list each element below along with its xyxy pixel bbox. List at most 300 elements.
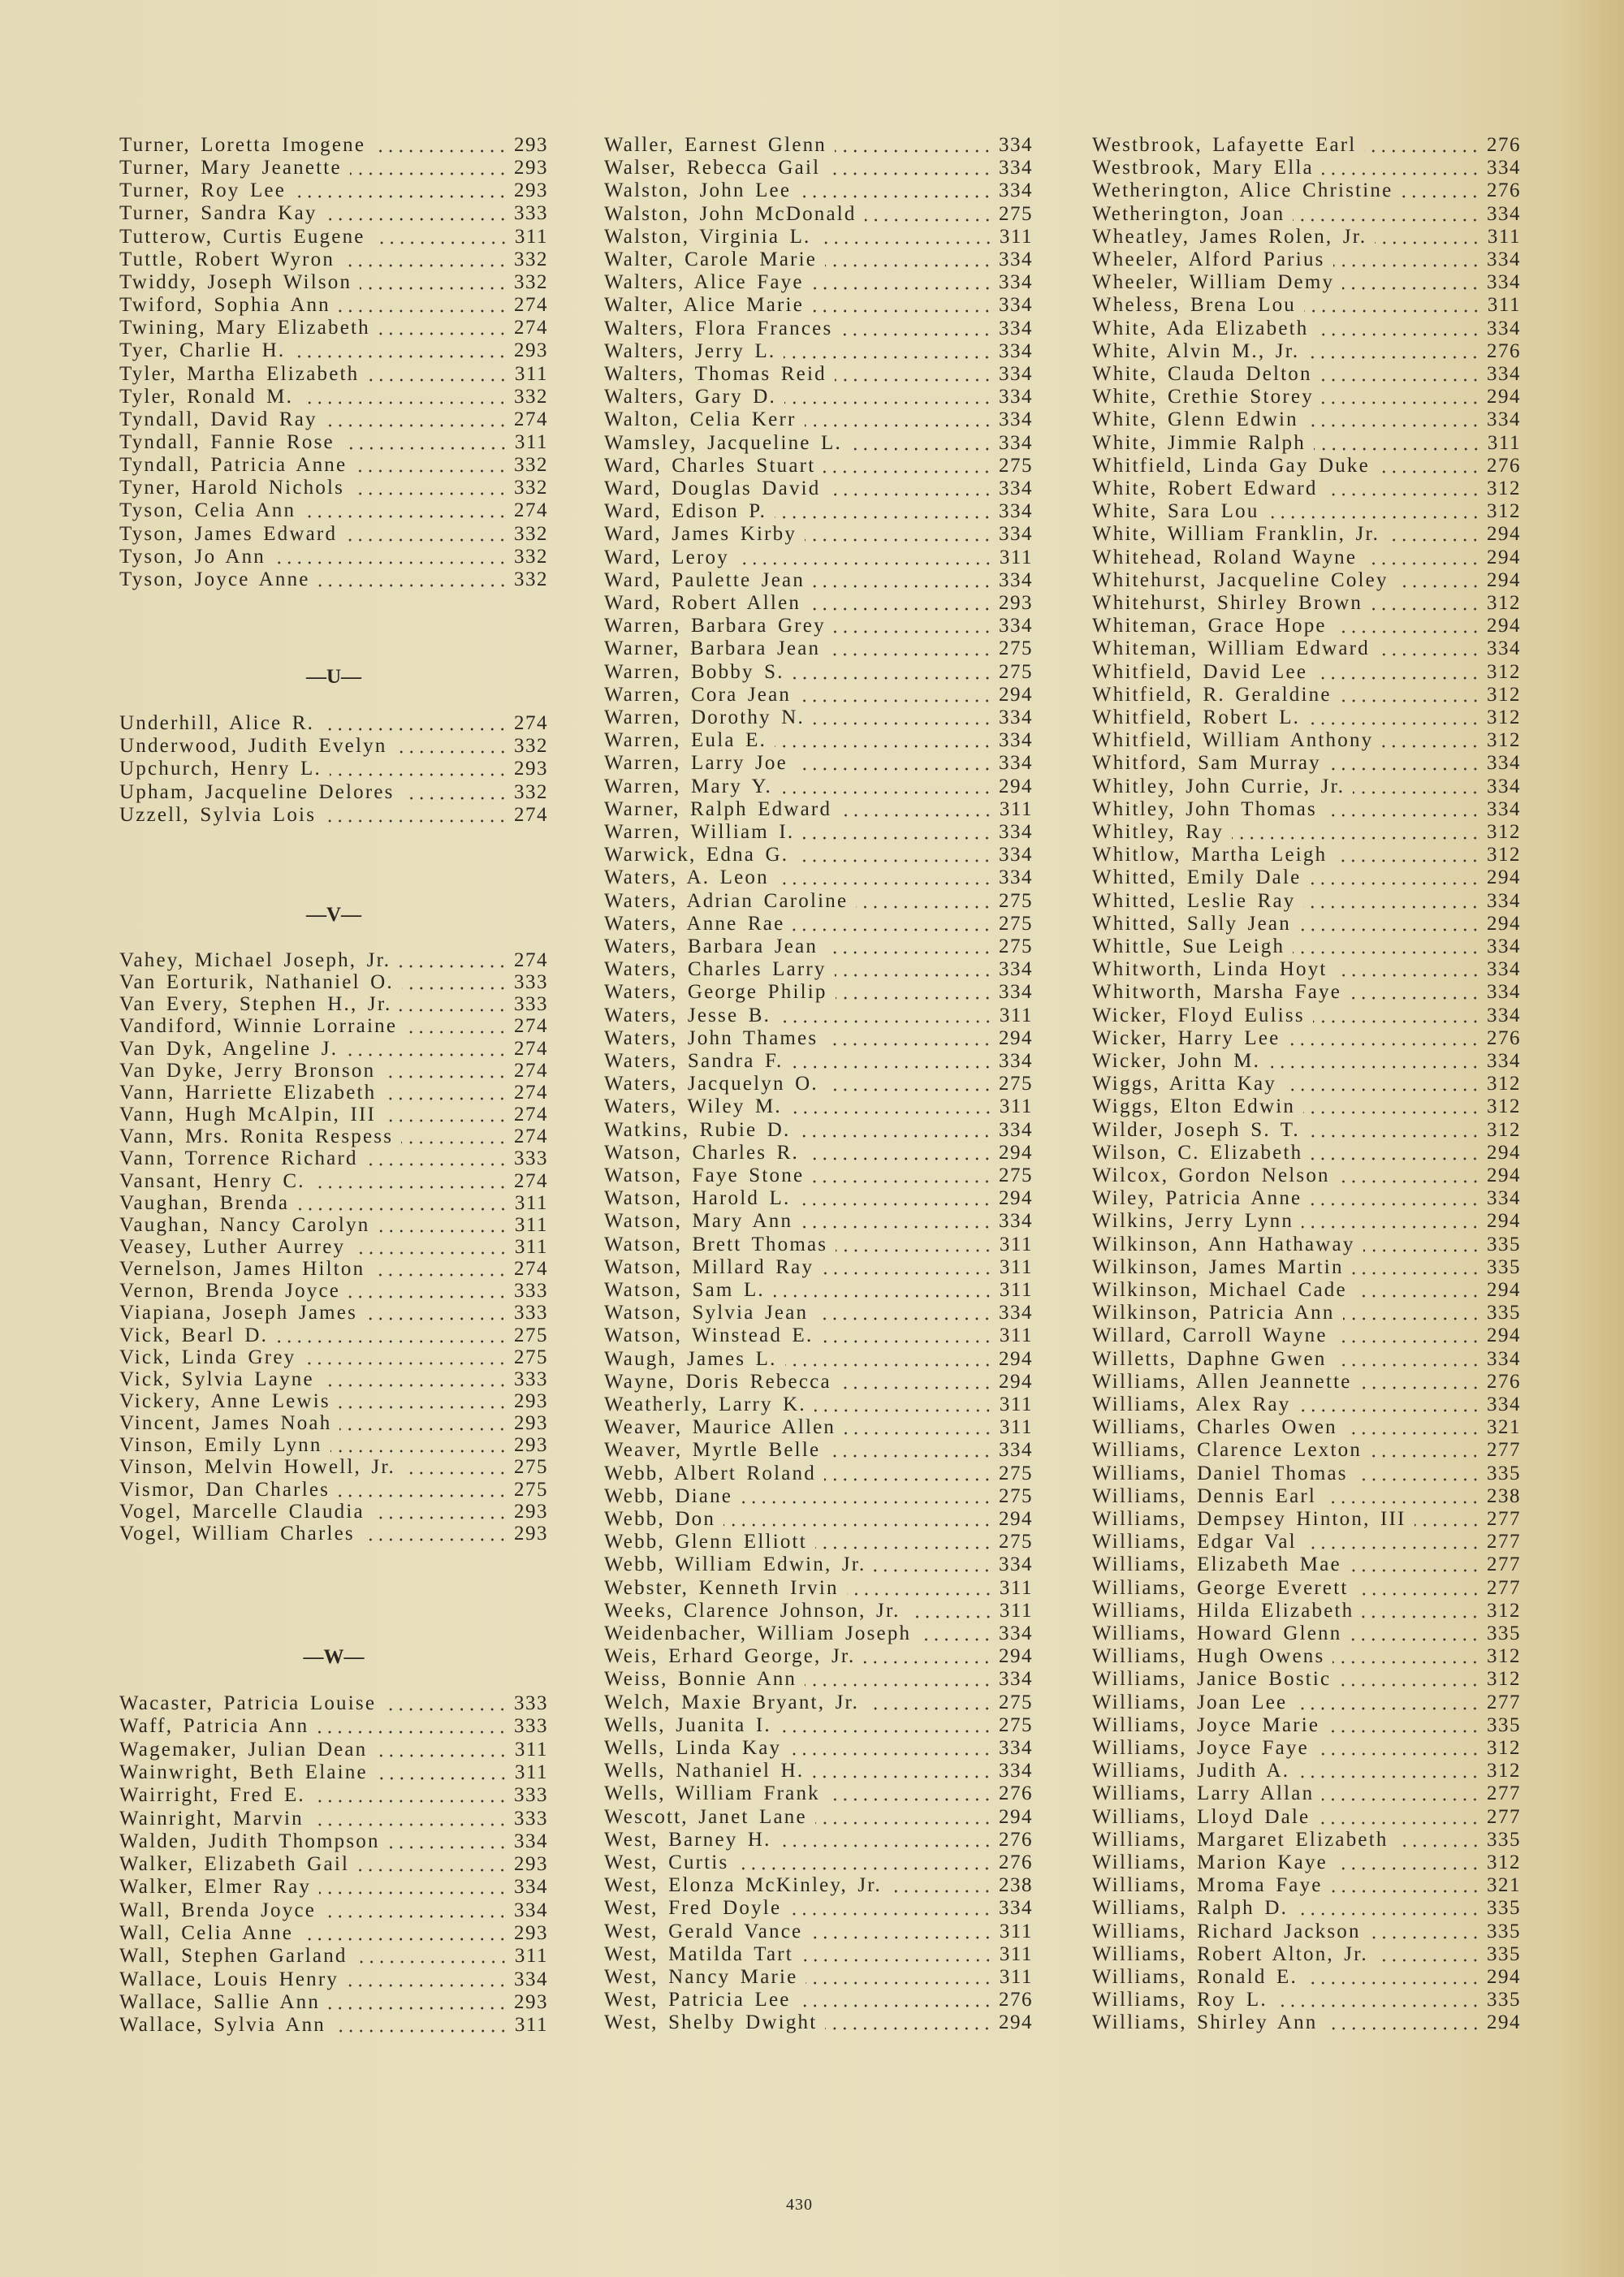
dot-leader <box>828 1798 992 1801</box>
entry-page-number: 334 <box>999 179 1033 202</box>
dot-leader <box>780 1844 992 1847</box>
entry-name: Walston, Virginia L. <box>604 225 811 248</box>
entry-name: Turner, Roy Lee <box>119 179 287 202</box>
entry-name: Tutterow, Curtis Eugene <box>119 225 365 248</box>
entry-name: Watson, Winstead E. <box>604 1324 814 1347</box>
index-entry <box>119 546 548 568</box>
entry-name: Warren, Barbara Grey <box>604 615 826 637</box>
index-entry <box>119 735 548 758</box>
dot-leader <box>798 1203 992 1206</box>
index-entry <box>604 866 1033 889</box>
entry-name: Williams, Mroma Faye <box>1092 1874 1323 1897</box>
entry-name: Twining, Mary Elizabeth <box>119 317 370 339</box>
entry-page-number: 334 <box>1487 408 1521 431</box>
index-entry <box>604 318 1033 340</box>
entry-page-number: 333 <box>514 202 548 225</box>
index-entry <box>119 226 548 248</box>
dot-leader <box>1370 1454 1480 1458</box>
dot-leader <box>779 1020 993 1023</box>
entry-page-number: 311 <box>999 1599 1033 1622</box>
entry-page-number: 312 <box>1487 821 1521 843</box>
dot-leader <box>863 1661 992 1664</box>
dot-leader <box>812 287 992 290</box>
entry-name: Viapiana, Joseph James <box>119 1302 358 1324</box>
index-entry <box>604 1760 1033 1782</box>
entry-name: West, Gerald Vance <box>604 1920 803 1942</box>
entry-page-number: 275 <box>999 202 1033 225</box>
entry-page-number: 294 <box>999 1187 1033 1210</box>
entry-name: Whittle, Sue Leigh <box>1092 935 1285 957</box>
dot-leader <box>1336 1867 1480 1870</box>
entry-page-number: 334 <box>999 431 1033 454</box>
entry-page-number: 293 <box>514 1853 548 1876</box>
dot-leader <box>343 264 508 267</box>
index-entry <box>604 1508 1033 1531</box>
dot-leader <box>322 1384 508 1387</box>
dot-leader <box>1388 538 1480 542</box>
entry-page-number: 335 <box>1487 1897 1521 1920</box>
dot-leader <box>840 1386 992 1389</box>
entry-page-number: 334 <box>999 1302 1033 1324</box>
entry-name: White, Ada Elizabeth <box>1092 317 1309 339</box>
entry-name: Wiley, Patricia Anne <box>1092 1187 1302 1210</box>
dot-leader <box>322 728 508 731</box>
index-entry <box>1092 729 1521 752</box>
entry-page-number: 332 <box>514 522 548 545</box>
index-entry <box>119 499 548 522</box>
index-entry <box>119 271 548 294</box>
index-entry <box>604 821 1033 844</box>
entry-name: Williams, Alex Ray <box>1092 1393 1291 1415</box>
index-entry <box>1092 203 1521 226</box>
dot-leader <box>376 1777 508 1780</box>
index-entry <box>1092 547 1521 569</box>
dot-leader <box>867 1707 992 1710</box>
entry-name: Wells, William Frank <box>604 1782 820 1805</box>
entry-name: White, Sara Lou <box>1092 500 1259 523</box>
entry-name: Tyler, Ronald M. <box>119 385 294 408</box>
entry-page-number: 275 <box>514 1478 548 1501</box>
entry-name: Van Dyke, Jerry Bronson <box>119 1059 376 1082</box>
entry-page-number: 277 <box>1487 1439 1521 1462</box>
index-entry <box>1092 386 1521 408</box>
entry-page-number: 312 <box>1487 1645 1521 1668</box>
entry-page-number: 311 <box>999 1576 1033 1599</box>
entry-page-number: 334 <box>999 248 1033 270</box>
entry-page-number: 334 <box>1487 1050 1521 1072</box>
entry-name: Vickery, Anne Lewis <box>119 1390 330 1412</box>
dot-leader <box>1353 791 1480 794</box>
dot-leader <box>775 745 992 748</box>
dot-leader <box>1356 1478 1480 1481</box>
index-entry <box>1092 248 1521 271</box>
index-entry <box>1092 1485 1521 1508</box>
entry-page-number: 332 <box>514 545 548 568</box>
entry-page-number: 332 <box>514 454 548 477</box>
entry-name: Wiggs, Elton Edwin <box>1092 1095 1296 1118</box>
index-entry <box>1092 1989 1521 2011</box>
index-entry <box>1092 1210 1521 1233</box>
entry-page-number: 275 <box>999 660 1033 683</box>
entry-page-number: 334 <box>999 1210 1033 1233</box>
entry-page-number: 311 <box>999 225 1033 248</box>
dot-leader <box>816 1317 992 1320</box>
entry-name: Walters, Jerry L. <box>604 339 776 362</box>
dot-leader <box>814 1409 993 1412</box>
index-entry <box>119 1991 548 2014</box>
index-entry <box>604 1851 1033 1874</box>
entry-name: Vernon, Brenda Joyce <box>119 1280 341 1303</box>
dot-leader <box>373 1273 508 1277</box>
dot-leader <box>796 767 992 771</box>
dot-leader <box>1314 447 1481 451</box>
index-entry <box>604 1439 1033 1462</box>
entry-page-number: 312 <box>1487 1095 1521 1118</box>
dot-leader <box>1357 1592 1481 1596</box>
entry-name: Wheless, Brena Lou <box>1092 294 1297 317</box>
entry-page-number: 334 <box>999 500 1033 523</box>
entry-page-number: 294 <box>999 1026 1033 1049</box>
dot-leader <box>1315 676 1480 680</box>
dot-leader <box>346 1053 508 1056</box>
index-entry <box>604 1371 1033 1393</box>
index-entry <box>604 1622 1033 1645</box>
index-entry <box>1092 1577 1521 1600</box>
index-entry <box>604 844 1033 866</box>
dot-leader <box>793 676 992 680</box>
dot-leader <box>826 951 992 954</box>
entry-page-number: 274 <box>514 1081 548 1104</box>
entry-name: Williams, Joyce Marie <box>1092 1713 1320 1736</box>
entry-page-number: 312 <box>1487 660 1521 683</box>
index-entry <box>119 454 548 477</box>
entry-name: Whitfield, William Anthony <box>1092 729 1374 752</box>
index-entry <box>604 776 1033 798</box>
dot-leader <box>799 699 992 702</box>
index-entry <box>1092 1829 1521 1851</box>
entry-page-number: 294 <box>1487 568 1521 591</box>
entry-name: Wall, Brenda Joyce <box>119 1899 317 1921</box>
dot-leader <box>844 1432 993 1435</box>
entry-name: Wairright, Fred E. <box>119 1784 305 1807</box>
dot-leader <box>352 492 508 495</box>
entry-name: Williams, Shirley Ann <box>1092 2011 1318 2034</box>
dot-leader <box>319 1891 508 1895</box>
entry-name: Webb, William Edwin, Jr. <box>604 1553 866 1576</box>
entry-name: White, Clauda Delton <box>1092 363 1312 385</box>
entry-name: Watson, Millard Ray <box>604 1255 814 1278</box>
index-entry <box>1092 913 1521 935</box>
dot-leader <box>1320 378 1480 382</box>
entry-page-number: 277 <box>1487 1805 1521 1828</box>
entry-page-number: 311 <box>514 1235 548 1258</box>
entry-name: Weatherly, Larry K. <box>604 1393 806 1415</box>
index-entry <box>1092 1302 1521 1324</box>
entry-page-number: 334 <box>1487 797 1521 820</box>
dot-leader <box>829 493 993 496</box>
index-entry <box>1092 637 1521 660</box>
entry-name: Vann, Harriette Elizabeth <box>119 1081 377 1104</box>
dot-leader <box>378 332 508 335</box>
dot-leader <box>1328 1730 1480 1733</box>
entry-name: Tyndall, Patricia Anne <box>119 454 348 477</box>
index-entry <box>604 134 1033 157</box>
entry-page-number: 334 <box>514 1876 548 1899</box>
index-entry <box>604 340 1033 363</box>
entry-name: Welch, Maxie Bryant, Jr. <box>604 1691 860 1713</box>
dot-leader <box>810 1936 993 1939</box>
index-entry <box>119 363 548 386</box>
entry-name: Tyndall, David Ray <box>119 408 317 430</box>
dot-leader <box>1369 1936 1480 1939</box>
dot-leader <box>835 378 992 382</box>
dot-leader <box>328 2007 508 2010</box>
dot-leader <box>1307 356 1480 359</box>
dot-leader <box>326 424 508 427</box>
entry-name: Williams, Edgar Val <box>1092 1531 1297 1553</box>
index-entry <box>604 408 1033 431</box>
entry-name: Waters, Charles Larry <box>604 958 827 981</box>
index-entry <box>1092 1553 1521 1576</box>
entry-page-number: 311 <box>514 1191 548 1214</box>
dot-leader <box>840 333 992 336</box>
index-entry <box>604 1050 1033 1073</box>
entry-name: Tyson, Celia Ann <box>119 499 296 522</box>
dot-leader <box>784 401 992 404</box>
entry-name: Walters, Thomas Reid <box>604 363 827 385</box>
dot-leader <box>1308 722 1480 725</box>
entry-name: Ward, Leroy <box>604 546 729 568</box>
entry-name: Veasey, Luther Aurrey <box>119 1235 346 1258</box>
entry-name: West, Elonza McKinley, Jr. <box>604 1874 882 1897</box>
entry-name: Tyler, Martha Elizabeth <box>119 362 360 385</box>
entry-name: West, Barney H. <box>604 1828 771 1851</box>
entry-name: Wilcox, Gordon Nelson <box>1092 1164 1330 1186</box>
entry-name: Williams, Richard Jackson <box>1092 1920 1361 1942</box>
index-entry <box>119 1876 548 1899</box>
entry-page-number: 334 <box>999 271 1033 294</box>
index-entry <box>604 1553 1033 1576</box>
entry-page-number: 334 <box>999 729 1033 752</box>
entry-page-number: 333 <box>514 1147 548 1170</box>
index-entry <box>119 1236 548 1259</box>
index-entry <box>604 706 1033 729</box>
index-entry <box>119 568 548 591</box>
entry-name: Wilson, C. Elizabeth <box>1092 1141 1303 1164</box>
dot-leader <box>835 974 992 977</box>
entry-page-number: 274 <box>514 1126 548 1148</box>
entry-page-number: 294 <box>1487 1141 1521 1164</box>
index-entry <box>604 1234 1033 1256</box>
dot-leader <box>1363 1249 1480 1252</box>
entry-name: Walton, Celia Kerr <box>604 408 797 431</box>
dot-leader <box>1376 1959 1480 1962</box>
index-entry <box>1092 1737 1521 1760</box>
index-entry <box>119 1170 548 1193</box>
entry-name: West, Fred Doyle <box>604 1897 782 1920</box>
entry-name: Vahey, Michael Joseph, Jr. <box>119 949 391 971</box>
index-entry <box>604 1142 1033 1164</box>
entry-name: Tyndall, Fannie Rose <box>119 430 335 453</box>
entry-page-number: 334 <box>1487 202 1521 225</box>
entry-name: Ward, Robert Allen <box>604 592 801 614</box>
entry-name: Williams, Marion Kaye <box>1092 1851 1328 1873</box>
index-entry <box>1092 226 1521 248</box>
entry-page-number: 334 <box>999 706 1033 728</box>
dot-leader <box>801 1959 993 1962</box>
index-entry <box>604 1989 1033 2011</box>
dot-leader <box>1375 241 1481 244</box>
entry-page-number: 334 <box>999 1622 1033 1644</box>
entry-page-number: 274 <box>514 712 548 734</box>
index-entry <box>604 684 1033 706</box>
dot-leader <box>1276 2004 1480 2007</box>
index-entry <box>119 971 548 994</box>
entry-name: Webb, Don <box>604 1508 716 1530</box>
entry-name: Vick, Bearl D. <box>119 1324 269 1346</box>
index-entry <box>119 1808 548 1830</box>
entry-name: Weaver, Maurice Allen <box>604 1416 836 1439</box>
index-entry <box>604 2011 1033 2034</box>
dot-leader <box>1381 745 1480 748</box>
entry-page-number: 334 <box>999 157 1033 179</box>
entry-name: Williams, Hugh Owens <box>1092 1645 1325 1668</box>
entry-page-number: 334 <box>1487 889 1521 912</box>
index-entry <box>604 179 1033 202</box>
index-entry <box>1092 1348 1521 1371</box>
entry-page-number: 334 <box>999 981 1033 1004</box>
entry-name: Watson, Sylvia Jean <box>604 1302 809 1324</box>
index-entry <box>119 781 548 804</box>
dot-leader <box>339 309 508 313</box>
dot-leader <box>847 1592 993 1596</box>
dot-leader <box>276 1340 508 1343</box>
entry-page-number: 311 <box>514 430 548 453</box>
dot-leader <box>1345 1432 1480 1435</box>
entry-name: Ward, James Kirby <box>604 523 797 546</box>
index-entry <box>1092 1622 1521 1645</box>
entry-name: Warren, Mary Y. <box>604 775 772 797</box>
entry-name: Warren, Eula E. <box>604 729 767 752</box>
dot-leader <box>806 1981 992 1985</box>
entry-page-number: 311 <box>999 1942 1033 1965</box>
entry-page-number: 294 <box>1487 2011 1521 2034</box>
index-entry <box>1092 1164 1521 1187</box>
entry-page-number: 334 <box>999 523 1033 546</box>
entry-page-number: 274 <box>514 1037 548 1060</box>
index-entry <box>1092 134 1521 157</box>
index-entry <box>604 1782 1033 1805</box>
entry-page-number: 334 <box>999 866 1033 889</box>
index-entry <box>1092 1508 1521 1531</box>
entry-name: Williams, Daniel Thomas <box>1092 1462 1348 1484</box>
entry-page-number: 334 <box>1487 271 1521 294</box>
dot-leader <box>317 1730 508 1734</box>
index-entry <box>604 890 1033 913</box>
entry-page-number: 275 <box>514 1324 548 1346</box>
entry-name: Vogel, William Charles <box>119 1522 355 1545</box>
entry-name: Williams, Joyce Faye <box>1092 1737 1309 1759</box>
entry-page-number: 275 <box>999 889 1033 912</box>
index-entry <box>119 1434 548 1457</box>
entry-page-number: 293 <box>999 592 1033 614</box>
dot-leader <box>815 1821 992 1825</box>
dot-leader <box>1324 1501 1480 1504</box>
entry-name: Wheatley, James Rolen, Jr. <box>1092 225 1367 248</box>
entry-page-number: 274 <box>514 1169 548 1192</box>
entry-name: Vick, Sylvia Layne <box>119 1367 314 1390</box>
entry-name: Whitley, John Thomas <box>1092 797 1317 820</box>
entry-name: Walters, Flora Frances <box>604 317 833 339</box>
dot-leader <box>737 562 993 565</box>
entry-name: Williams, Dempsey Hinton, III <box>1092 1508 1406 1530</box>
entry-name: Underhill, Alice R. <box>119 712 315 734</box>
index-entry <box>604 958 1033 981</box>
dot-leader <box>1295 1707 1480 1710</box>
dot-leader <box>366 1163 508 1166</box>
entry-page-number: 334 <box>1487 317 1521 339</box>
entry-name: Webb, Albert Roland <box>604 1462 816 1484</box>
entry-page-number: 321 <box>1487 1874 1521 1897</box>
index-entry <box>119 712 548 735</box>
entry-name: Vincent, James Noah <box>119 1412 332 1435</box>
dot-leader <box>909 1615 993 1618</box>
entry-name: Williams, George Everett <box>1092 1576 1349 1599</box>
entry-page-number: 294 <box>999 1347 1033 1370</box>
index-entry <box>604 226 1033 248</box>
entry-name: Whitley, John Currie, Jr. <box>1092 775 1345 797</box>
entry-name: Westbrook, Lafayette Earl <box>1092 134 1357 156</box>
entry-name: Williams, Elizabeth Mae <box>1092 1553 1341 1576</box>
dot-leader <box>1306 1981 1480 1985</box>
index-entry <box>119 1692 548 1715</box>
index-entry <box>1092 1692 1521 1714</box>
entry-name: Williams, Judith A. <box>1092 1760 1290 1782</box>
index-entry <box>119 202 548 225</box>
entry-page-number: 311 <box>514 2014 548 2037</box>
entry-name: Weis, Erhard George, Jr. <box>604 1645 856 1668</box>
dot-leader <box>789 1752 992 1756</box>
dot-leader <box>293 355 508 358</box>
dot-leader <box>1322 172 1480 175</box>
entry-page-number: 311 <box>999 546 1033 568</box>
index-entry <box>1092 1600 1521 1622</box>
entry-name: Turner, Loretta Imogene <box>119 134 366 156</box>
entry-page-number: 238 <box>1487 1484 1521 1507</box>
dot-leader <box>363 1538 508 1541</box>
index-entry <box>119 431 548 454</box>
entry-name: Waters, Wiley M. <box>604 1095 782 1118</box>
entry-page-number: 334 <box>999 317 1033 339</box>
entry-name: Wells, Juanita I. <box>604 1713 771 1736</box>
dot-leader <box>294 195 508 198</box>
dot-leader <box>1296 1912 1480 1916</box>
entry-name: Wiggs, Aritta Kay <box>1092 1073 1277 1095</box>
index-entry <box>119 408 548 431</box>
entry-page-number: 335 <box>1487 1828 1521 1851</box>
dot-leader <box>1317 333 1480 336</box>
dot-leader <box>1332 1661 1480 1664</box>
entry-page-number: 276 <box>999 1851 1033 1873</box>
index-entry <box>1092 1416 1521 1439</box>
dot-leader <box>1365 562 1480 565</box>
dot-leader <box>874 1569 992 1572</box>
entry-name: Uzzell, Sylvia Lois <box>119 803 317 826</box>
index-entry <box>604 1485 1033 1508</box>
entry-page-number: 293 <box>514 1522 548 1545</box>
entry-name: White, Robert Edward <box>1092 477 1318 499</box>
entry-name: Wells, Nathaniel H. <box>604 1760 805 1782</box>
